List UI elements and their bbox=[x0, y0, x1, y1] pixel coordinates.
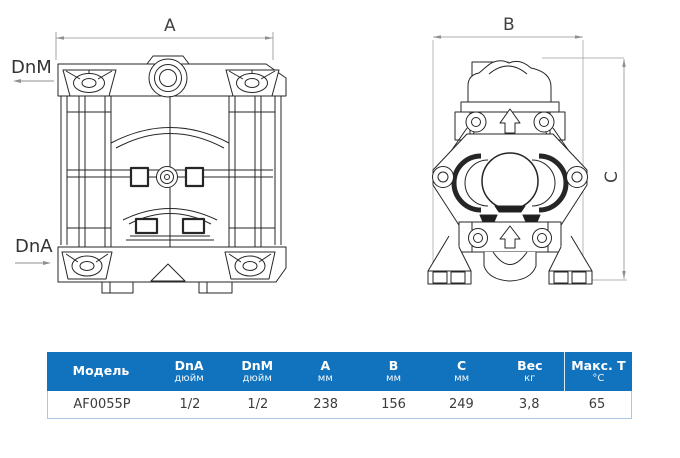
spec-table-row bbox=[47, 391, 632, 419]
col-header-max-temp bbox=[564, 352, 632, 391]
dnm-arrow bbox=[13, 79, 21, 83]
cell-b: 156 bbox=[381, 397, 406, 412]
dna-label: DnA bbox=[15, 236, 53, 257]
cell-c: 249 bbox=[448, 397, 474, 412]
col-header-a bbox=[291, 352, 359, 391]
col-header-b-label: B bbox=[388, 357, 399, 373]
col-header-weight-label: Вес bbox=[517, 357, 543, 373]
dim-c-arrow-bottom bbox=[622, 271, 626, 279]
dim-a-arrow-right bbox=[265, 36, 273, 40]
col-header-max-temp-unit: °C bbox=[592, 372, 605, 384]
dna-arrow bbox=[43, 261, 51, 265]
col-header-b-unit: мм bbox=[385, 372, 402, 384]
cell-a: 238 bbox=[313, 397, 339, 412]
col-header-dnm bbox=[223, 352, 291, 391]
dim-b-arrow-right bbox=[575, 35, 583, 39]
cell-dnm: 1/2 bbox=[247, 397, 269, 412]
col-header-max-temp-label: Макс. Т bbox=[571, 357, 626, 373]
spec-table bbox=[47, 352, 632, 419]
pump-side-body bbox=[428, 61, 592, 284]
col-header-model-label: Модель bbox=[72, 363, 130, 379]
cell-weight: 3,8 bbox=[518, 397, 540, 412]
col-header-a-unit: мм bbox=[317, 372, 333, 384]
dim-a-arrow-left bbox=[56, 36, 64, 40]
spec-table-header bbox=[47, 352, 632, 391]
cell-dna: 1/2 bbox=[179, 397, 201, 412]
col-header-c-label: C bbox=[457, 357, 467, 373]
dim-a-label: A bbox=[164, 16, 176, 36]
col-header-a-label: A bbox=[320, 357, 331, 373]
col-header-dna bbox=[155, 352, 223, 391]
pump-side-view-drawing bbox=[400, 0, 680, 310]
pump-front-body bbox=[58, 56, 286, 293]
dim-c-arrow-top bbox=[622, 59, 626, 67]
col-header-dna-unit: дюйм bbox=[174, 372, 204, 384]
col-header-model bbox=[47, 352, 155, 391]
col-header-dnm-label: DnM bbox=[241, 357, 274, 373]
col-header-c bbox=[428, 352, 496, 391]
col-header-weight-unit: кг bbox=[524, 372, 536, 384]
col-header-c-unit: мм bbox=[454, 372, 470, 384]
col-header-b bbox=[359, 352, 427, 391]
col-header-dna-label: DnA bbox=[174, 357, 204, 373]
dim-b-label: B bbox=[503, 15, 515, 35]
dim-b-arrow-left bbox=[433, 35, 441, 39]
pump-front-view-drawing bbox=[0, 0, 340, 310]
dnm-label: DnM bbox=[11, 57, 52, 78]
cell-model: AF0055P bbox=[73, 397, 131, 412]
col-header-weight bbox=[496, 352, 564, 391]
cell-max-temp: 65 bbox=[588, 397, 606, 412]
col-header-dnm-unit: дюйм bbox=[242, 372, 272, 384]
dim-c-label: C bbox=[602, 171, 622, 183]
